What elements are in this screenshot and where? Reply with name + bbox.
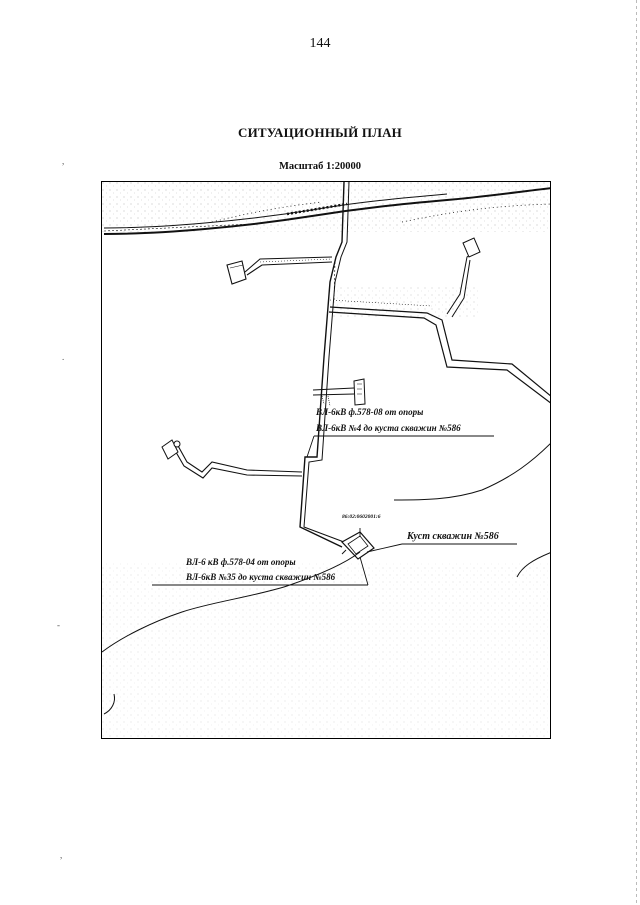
well-pad-label: Куст скважин №586	[407, 531, 499, 542]
situation-map	[101, 181, 551, 739]
terrain-texture	[330, 287, 480, 317]
line-label-a2: ВЛ-6кВ №4 до куста скважин №586	[316, 423, 461, 433]
lower-left-branch	[162, 440, 302, 478]
margin-mark: .	[62, 352, 65, 362]
terrain-texture	[102, 562, 551, 739]
scale-label: Масштаб 1:20000	[278, 161, 362, 172]
document-title: СИТУАЦИОННЫЙ ПЛАН	[237, 125, 402, 140]
page-number: 144	[309, 36, 331, 51]
line-label-b2: ВЛ-6кВ №35 до куста скважин №586	[186, 572, 336, 582]
cadastral-number: 86:02:0602001:6	[342, 514, 381, 520]
well-pad-symbol	[342, 532, 374, 559]
margin-mark: ,	[60, 850, 63, 860]
map-svg	[102, 182, 551, 739]
line-label-b1: ВЛ-6 кВ ф.578-04 от опоры	[186, 557, 296, 567]
upper-left-branch	[227, 257, 332, 284]
margin-mark: -	[57, 620, 60, 630]
line-label-a1: ВЛ-6кВ ф.578-08 от опоры	[316, 407, 424, 417]
margin-mark: ,	[62, 156, 65, 166]
access-road	[300, 182, 349, 547]
